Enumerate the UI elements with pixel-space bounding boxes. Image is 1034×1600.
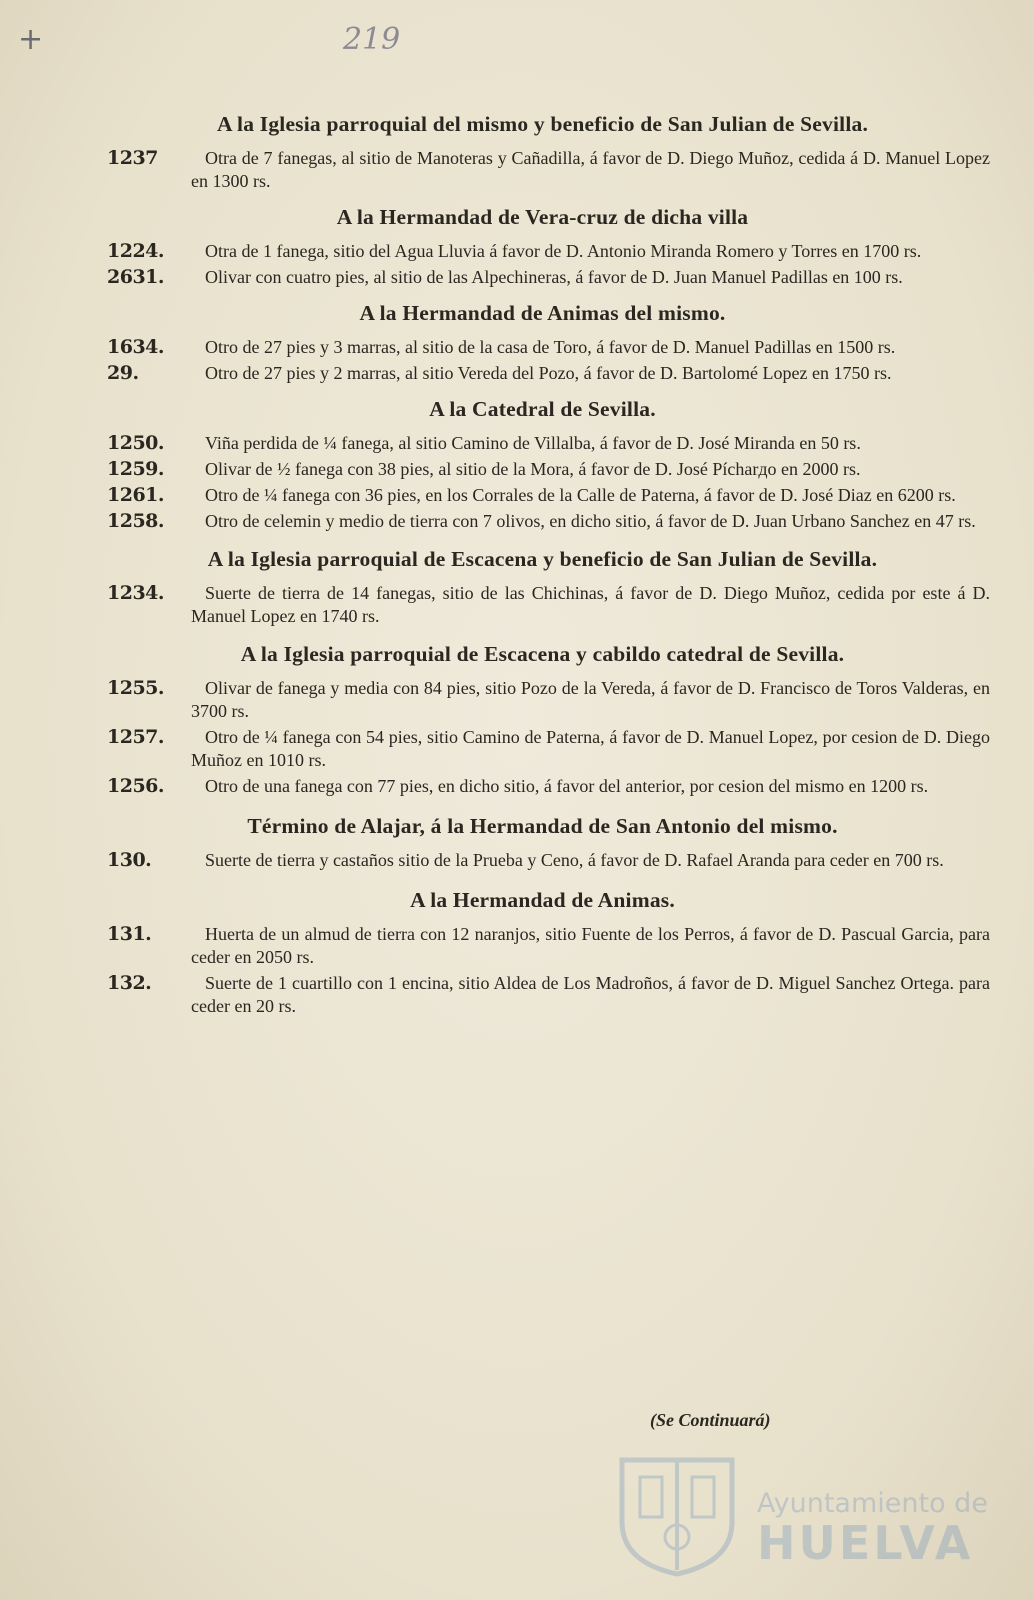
entry-number: 1234. <box>107 582 164 604</box>
entry-text: Huerta de un almud de tierra con 12 naranjos, sitio Fuente de los Perros, á favor de D. Pascual Garcia, para ceder en 2050 rs. <box>191 924 990 967</box>
entry-item <box>95 972 990 1018</box>
watermark <box>612 1452 988 1570</box>
entry-text: Otra de 1 fanega, sitio del Agua Lluvia á favor de D. Antonio Miranda Romero y Torres en 1700 rs. <box>205 241 922 261</box>
entry-item <box>95 849 990 872</box>
entry-number: 132. <box>107 972 152 994</box>
section-heading: A la Iglesia parroquial de Escacena y cabildo catedral de Sevilla. <box>240 642 845 666</box>
watermark-line1: Ayuntamiento de <box>757 1488 988 1519</box>
entry-number: 1258. <box>107 510 164 532</box>
entry-number: 131. <box>107 923 152 945</box>
entry-item <box>95 147 990 193</box>
entry-number: 1634. <box>107 336 164 358</box>
entry-text: Otro de ¼ fanega con 36 pies, en los Corrales de la Calle de Paterna, á favor de D. José Diaz en 6200 rs. <box>205 485 956 505</box>
entry-item <box>95 432 990 455</box>
shield-icon <box>612 1452 742 1577</box>
entry-number: 1250. <box>107 432 164 454</box>
section-heading: A la Hermandad de Animas del mismo. <box>359 301 726 325</box>
entry-number: 1255. <box>107 677 164 699</box>
entry-item <box>95 336 990 359</box>
entry-text: Otro de una fanega con 77 pies, en dicho sitio, á favor del anterior, por cesion del mismo en 1200 rs. <box>205 776 929 796</box>
entry-text: Olivar con cuatro pies, al sitio de las Alpechineras, á favor de D. Juan Manuel Padillas en 100 rs. <box>205 267 903 287</box>
entry-text: Otro de 27 pies y 3 marras, al sitio de la casa de Toro, á favor de D. Manuel Padillas en 1500 rs. <box>205 337 896 357</box>
entry-number: 1237 <box>107 147 158 169</box>
document-body <box>95 112 990 1021</box>
entry-number: 2631. <box>107 266 164 288</box>
entry-text: Olivar de ½ fanega con 38 pies, al sitio de la Mora, á favor de D. José Pícharдо en 2000 rs. <box>205 459 861 479</box>
entry-text: Otra de 7 fanegas, al sitio de Manoteras y Cañadilla, á favor de D. Diego Muñoz, cedida á D. Manuel Lopez en 1300 rs. <box>191 148 990 191</box>
entry-number: 130. <box>107 849 152 871</box>
section-heading: A la Iglesia parroquial del mismo y beneficio de San Julian de Sevilla. <box>216 112 869 136</box>
entry-number: 1261. <box>107 484 164 506</box>
entry-text: Otro de ¼ fanega con 54 pies, sitio Camino de Paterna, á favor de D. Manuel Lopez, por cesion de D. Diego Muñoz en 1010 rs. <box>191 727 990 770</box>
entry-number: 1224. <box>107 240 164 262</box>
corner-mark: + <box>18 22 44 57</box>
entry-number: 29. <box>107 362 139 384</box>
entry-text: Suerte de 1 cuartillo con 1 encina, sitio Aldea de Los Madroños, á favor de D. Miguel Sanchez Ortega. para ceder en 20 rs. <box>191 973 990 1016</box>
watermark-line2: HUELVA <box>757 1516 974 1570</box>
entry-item <box>95 458 990 481</box>
entry-number: 1256. <box>107 775 164 797</box>
entry-item <box>95 510 990 533</box>
section-heading: A la Catedral de Sevilla. <box>429 397 656 421</box>
entry-item <box>95 266 990 289</box>
entry-item <box>95 240 990 263</box>
entry-text: Viña perdida de ¼ fanega, al sitio Camino de Villalba, á favor de D. José Miranda en 50 rs. <box>205 433 861 453</box>
entry-item <box>95 677 990 723</box>
entry-text: Otro de celemin y medio de tierra con 7 olivos, en dicho sitio, á favor de D. Juan Urbano Sanchez en 47 rs. <box>205 511 976 531</box>
folio-number: 219 <box>343 22 401 57</box>
section-heading: A la Hermandad de Vera-cruz de dicha villa <box>336 205 749 229</box>
entry-text: Suerte de tierra y castaños sitio de la Prueba y Ceno, á favor de D. Rafael Aranda para ceder en 700 rs. <box>205 850 944 870</box>
entry-number: 1259. <box>107 458 164 480</box>
entry-text: Otro de 27 pies y 2 marras, al sitio Vereda del Pozo, á favor de D. Bartolomé Lopez en 1750 rs. <box>205 363 892 383</box>
entry-text: Suerte de tierra de 14 fanegas, sitio de las Chichinas, á favor de D. Diego Muñoz, cedida por este á D. Manuel Lopez en 1740 rs. <box>191 583 990 626</box>
section-heading: A la Hermandad de Animas. <box>410 888 675 912</box>
entry-item <box>95 726 990 772</box>
continuation-note: (Se Continuará) <box>650 1410 771 1430</box>
entry-item <box>95 484 990 507</box>
entry-number: 1257. <box>107 726 164 748</box>
entry-item <box>95 923 990 969</box>
entry-item <box>95 775 990 798</box>
entry-item <box>95 362 990 385</box>
section-heading: A la Iglesia parroquial de Escacena y beneficio de San Julian de Sevilla. <box>207 547 878 571</box>
entry-text: Olivar de fanega y media con 84 pies, sitio Pozo de la Vereda, á favor de D. Francisco de Toros Valderas, en 3700 rs. <box>191 678 990 721</box>
section-heading: Término de Alajar, á la Hermandad de San Antonio del mismo. <box>247 814 838 838</box>
entry-item <box>95 582 990 628</box>
